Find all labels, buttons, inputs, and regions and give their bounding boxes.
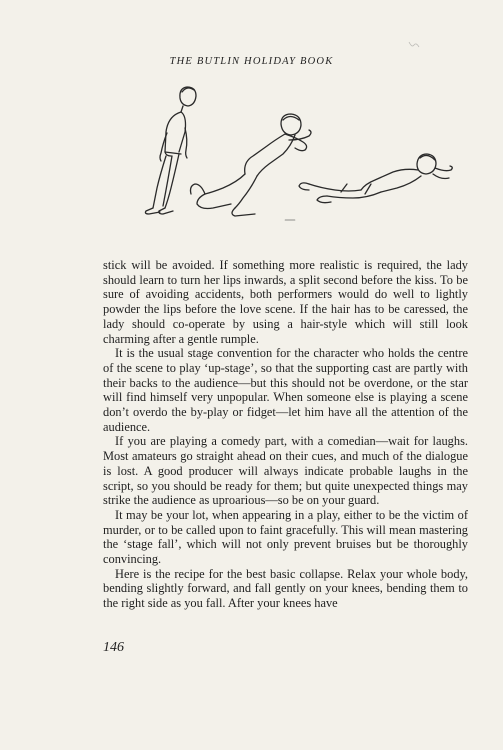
paragraph: stick will be avoided. If something more realistic is required, the lady should learn to turn her lips inwards, a split second before the kiss. To be sure of avoiding accidents, both performers would do well to lightly powder the lips before the love scene. If the hair has to be caressed, the lady should co-operate by using a hair-style which will still look charming after a gentle rumple.: [103, 258, 468, 346]
kneeling-figure: [191, 114, 312, 216]
paragraph: Here is the recipe for the best basic collapse. Relax your whole body, bending slightly forward, and fall gently on your knees, bending them to the right side as you fall. After your knees have: [103, 566, 468, 611]
standing-figure: [145, 87, 196, 214]
page-number: 146: [103, 640, 124, 655]
lying-figure: [285, 154, 452, 220]
paragraph: If you are playing a comedy part, with a comedian—wait for laughs. Most amateurs go straight ahead on their cues, and much of the dialogue is lost. A good producer will always indicate probable laughs in the script, so you should be ready for them; but quite unexpected things may strike the audience as uproarious—so be on your guard.: [103, 434, 468, 508]
stage-fall-illustration: [135, 80, 455, 230]
running-head: THE BUTLIN HOLIDAY BOOK: [169, 56, 334, 67]
paragraph: It is the usual stage convention for the character who holds the centre of the scene to play ‘up-stage’, so that the supporting cast are partly with their backs to the audience—but this should not be overdone, or the star will find himself very unpopular. When someone else is playing a scene don’t overdo the by-play or fidget—let him have all the attention of the audience.: [103, 346, 468, 434]
paragraph: It may be your lot, when appearing in a play, either to be the victim of murder, or to be called upon to faint gracefully. This will mean mastering the ‘stage fall’, which will not only prevent bruises but be thoroughly convincing.: [103, 507, 468, 567]
body-text: [103, 258, 468, 611]
pencil-mark: [408, 40, 420, 50]
